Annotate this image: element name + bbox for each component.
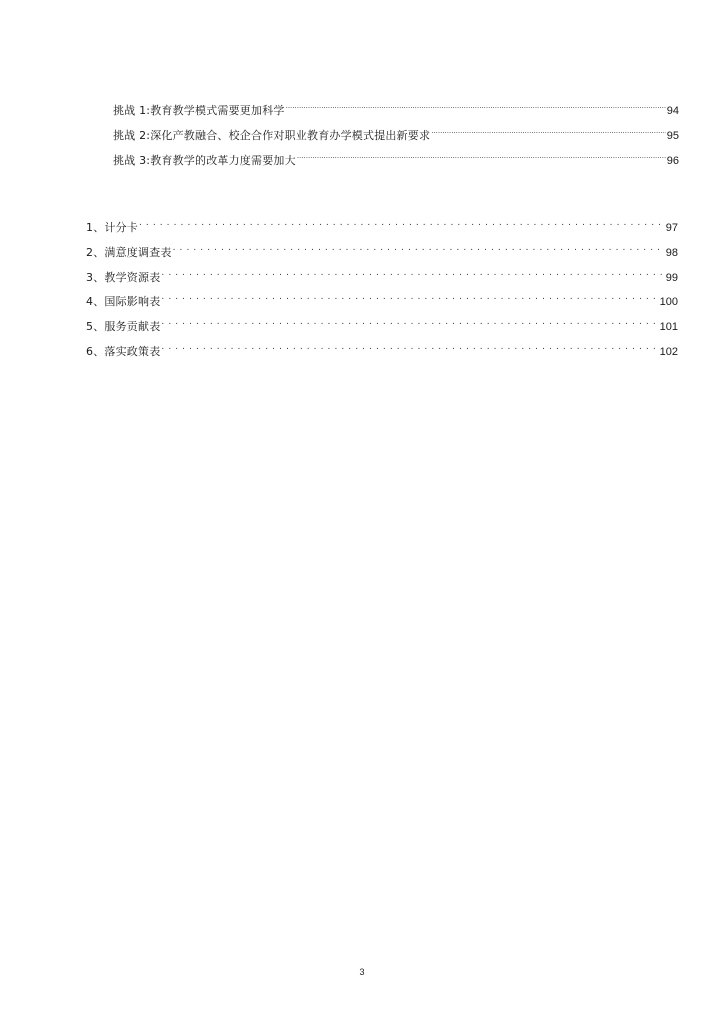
toc-entry[interactable]	[113, 151, 679, 176]
toc-entry[interactable]	[86, 243, 678, 268]
page-number: 3	[359, 967, 365, 977]
toc-entry-page: 96	[666, 155, 679, 167]
toc-entry[interactable]	[86, 317, 678, 342]
toc-dot-leader	[286, 101, 666, 114]
toc-tables-list	[86, 218, 678, 367]
toc-entry-title: 挑战 2:深化产教融合、校企合作对职业教育办学模式提出新要求	[113, 129, 431, 142]
toc-entry-page: 100	[659, 296, 678, 309]
toc-dot-leader	[161, 342, 658, 355]
toc-entry-page: 95	[666, 130, 679, 142]
toc-entry[interactable]	[113, 126, 679, 151]
toc-entry-title: 挑战 3:教育教学的改革力度需要加大	[113, 154, 296, 167]
toc-entry[interactable]	[86, 218, 678, 243]
toc-entry-title: 3、教学资源表	[86, 270, 161, 284]
toc-entry-page: 98	[665, 246, 678, 259]
toc-dot-leader	[431, 126, 666, 139]
toc-dot-leader	[139, 218, 665, 231]
toc-entry-title: 挑战 1:教育教学模式需要更加科学	[113, 104, 285, 117]
toc-entry-title: 4、国际影响表	[86, 295, 161, 309]
toc-entry-title: 2、满意度调查表	[86, 245, 172, 259]
toc-entry-page: 101	[659, 321, 678, 334]
toc-dot-leader	[161, 268, 664, 281]
toc-dot-leader	[297, 151, 666, 164]
toc-entry-page: 94	[666, 105, 679, 117]
toc-entry-title: 1、计分卡	[86, 221, 138, 234]
toc-dot-leader	[161, 317, 658, 330]
toc-challenges-list	[113, 101, 679, 176]
toc-entry-page: 99	[665, 271, 678, 284]
toc-entry-title: 5、服务贡献表	[86, 320, 161, 334]
toc-entry-page: 97	[665, 222, 678, 234]
toc-entry[interactable]	[86, 342, 678, 367]
toc-entry[interactable]	[86, 268, 678, 293]
toc-entry-title: 6、落实政策表	[86, 344, 161, 358]
toc-dot-leader	[161, 292, 658, 305]
toc-entry[interactable]	[86, 292, 678, 317]
toc-dot-leader	[173, 243, 665, 256]
toc-entry[interactable]	[113, 101, 679, 126]
toc-entry-page: 102	[659, 345, 678, 358]
